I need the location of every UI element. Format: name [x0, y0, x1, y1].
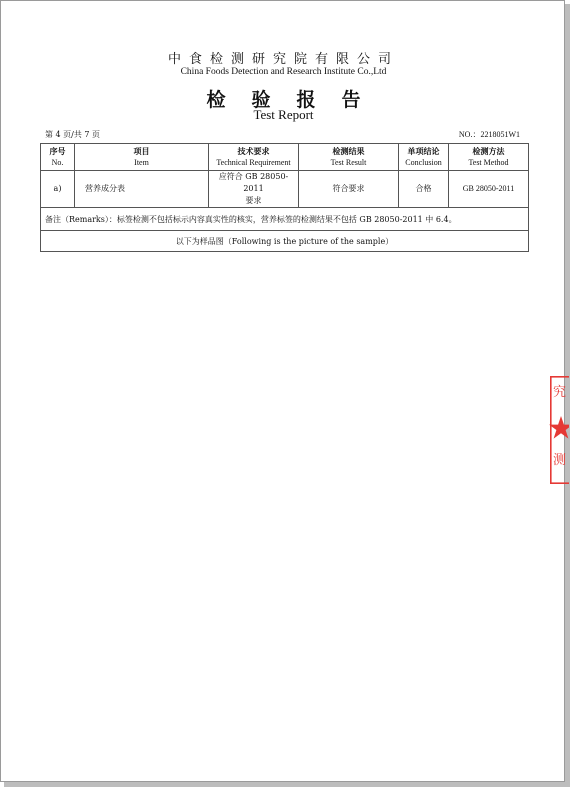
- header-cell-item: 项目 Item: [75, 144, 209, 171]
- header-cell-requirement: 技术要求 Technical Requirement: [209, 144, 299, 171]
- seal-char-top: 究: [553, 385, 567, 400]
- header-cell-no: 序号 No.: [41, 144, 75, 171]
- report-title-cn: 检验报告: [206, 89, 387, 111]
- report-number: NO.：2218051W1: [458, 130, 520, 139]
- organization-name-cn: 中食检测研究院有限公司: [167, 52, 399, 67]
- header-cell-result: 检测结果 Test Result: [299, 144, 399, 171]
- star-icon: [549, 416, 569, 439]
- header-cell-conclusion: 单项结论 Conclusion: [399, 144, 449, 171]
- seal-char-bottom: 测: [553, 453, 567, 468]
- sample-note-row: [41, 231, 529, 252]
- table-row: [41, 171, 529, 208]
- header-cell-method: 检测方法 Test Method: [449, 144, 529, 171]
- remarks-row: [41, 208, 529, 231]
- test-result-table: [40, 143, 529, 252]
- organization-name-en: China Foods Detection and Research Institute Co.,Ltd: [180, 67, 387, 77]
- cell-conclusion: 合格: [399, 171, 449, 208]
- report-title-en: Test Report: [253, 107, 314, 122]
- table-header-row: [41, 144, 529, 171]
- cell-method: GB 28050-2011: [449, 171, 529, 208]
- sample-note-text: 以下为样品图（Following is the picture of the sample）: [41, 231, 529, 252]
- remarks-text: 备注（Remarks）：标签检测不包括标示内容真实性的核实，营养标签的检测结果不包括 GB 28050-2011 中 6.4。: [41, 208, 529, 231]
- cell-result: 符合要求: [299, 171, 399, 208]
- cell-item: 营养成分表: [75, 171, 209, 208]
- cell-no: a): [41, 171, 75, 208]
- page-shadow-bottom: [4, 782, 570, 787]
- cell-requirement: 应符合 GB 28050-2011 要求: [209, 171, 299, 208]
- page-number: 第 4 页/共 7 页: [45, 130, 101, 139]
- red-seal-stamp: [549, 374, 569, 486]
